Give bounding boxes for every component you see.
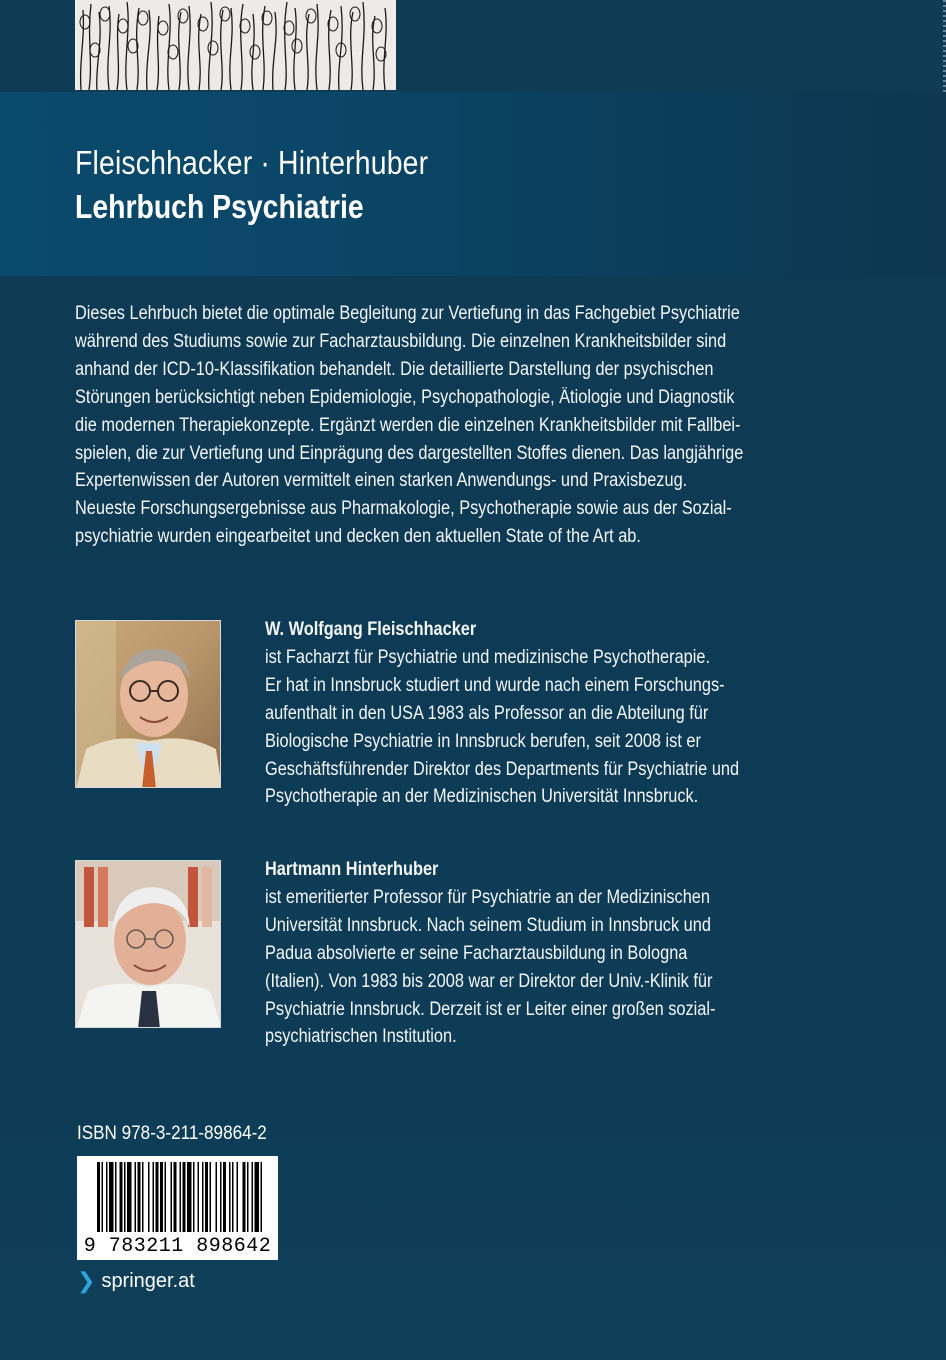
barcode-bar	[160, 1162, 163, 1232]
bio-line: Er hat in Innsbruck studiert und wurde nach einem Forschungs-	[265, 674, 725, 696]
author-bio-fleischhacker	[265, 616, 785, 811]
publisher-link[interactable]	[77, 1268, 195, 1294]
barcode-bar	[153, 1162, 155, 1232]
barcode-bars-icon	[77, 1160, 278, 1240]
barcode-bar	[120, 1162, 123, 1232]
barcode-bar	[187, 1162, 192, 1232]
barcode-bar	[138, 1162, 141, 1232]
barcode-bar	[198, 1162, 200, 1232]
portrait-icon	[76, 861, 221, 1028]
barcode-bar	[115, 1162, 117, 1232]
bio-line: Biologische Psychiatrie in Innsbruck berufen, seit 2008 ist er	[265, 730, 701, 752]
barcode-bar	[255, 1162, 260, 1232]
bio-line: psychiatrischen Institution.	[265, 1026, 457, 1048]
book-title: Lehrbuch Psychiatrie	[75, 188, 364, 225]
crowd-sketch-icon	[75, 0, 396, 90]
barcode-bar	[180, 1162, 182, 1232]
bio-line: aufenthalt in den USA 1983 als Professor an die Abteilung für	[265, 702, 709, 724]
bio-line: Universität Innsbruck. Nach seinem Studium in Innsbruck und	[265, 914, 711, 936]
blurb-line: spielen, die zur Vertiefung und Einprägung des dargestellten Stoffes dienen. Das langjährige	[75, 442, 744, 464]
blurb-line: Störungen berücksichtigt neben Epidemiologie, Psychopathologie, Ätiologie und Diagnostik	[75, 386, 735, 408]
blurb-line: Expertenwissen der Autoren vermittelt einen starken Anwendungs- und Praxisbezug.	[75, 470, 688, 492]
blurb-line: während des Studiums sowie zur Facharztausbildung. Die einzelnen Krankheitsbilder sind	[75, 330, 727, 352]
isbn-label: ISBN 978-3-211-89864-2	[77, 1123, 267, 1144]
barcode-bar	[232, 1162, 234, 1232]
blurb-line: anhand der ICD-10-Klassifikation behandelt. Die detaillierte Darstellung der psychischen	[75, 358, 714, 380]
blurb-line: psychiatrie wurden eingearbeitet und decken den aktuellen State of the Art ab.	[75, 526, 641, 548]
barcode-bar	[106, 1162, 108, 1232]
barcode-bar	[210, 1162, 212, 1232]
bio-line: Geschäftsführender Direktor des Departments für Psychiatrie und	[265, 758, 740, 780]
bio-line: Psychiatrie Innsbruck. Derzeit ist er Leiter einer großen sozial-	[265, 998, 716, 1020]
author-photo-fleischhacker	[75, 620, 221, 788]
author-name: Hartmann Hinterhuber	[265, 859, 439, 880]
crowd-illustration	[75, 0, 396, 90]
barcode-bar	[183, 1162, 186, 1232]
barcode-bar	[205, 1162, 208, 1232]
barcode-bar	[247, 1162, 249, 1232]
barcode-bar	[124, 1162, 126, 1232]
chevron-right-icon: ❯	[77, 1268, 96, 1293]
barcode-bar	[261, 1162, 263, 1232]
author-photo-hinterhuber	[75, 860, 221, 1028]
cover-authors: Fleischhacker · Hinterhuber	[75, 144, 429, 181]
publisher-url: springer.at	[101, 1269, 195, 1292]
barcode-bar	[220, 1162, 222, 1232]
barcode-bar	[97, 1162, 100, 1232]
author-name: W. Wolfgang Fleischhacker	[265, 619, 477, 640]
portrait-icon	[76, 621, 221, 788]
title-band	[0, 92, 946, 276]
bio-line: ist emeritierter Professor für Psychiatrie an der Medizinischen	[265, 886, 710, 908]
bio-line: Padua absolvierte er seine Facharztausbildung in Bologna	[265, 942, 688, 964]
barcode-bar	[148, 1162, 150, 1232]
author-bio-hinterhuber	[265, 856, 785, 1051]
barcode-bar	[165, 1162, 167, 1232]
bio-line: Psychotherapie an der Medizinischen Universität Innsbruck.	[265, 786, 699, 808]
barcode-bar	[127, 1162, 132, 1232]
barcode-bar	[202, 1162, 204, 1232]
barcode	[77, 1156, 278, 1260]
bio-line: (Italien). Von 1983 bis 2008 war er Direktor der Univ.-Klinik für	[265, 970, 713, 992]
barcode-bar	[229, 1162, 231, 1232]
barcode-bar	[193, 1162, 195, 1232]
barcode-bar	[252, 1162, 254, 1232]
barcode-bar	[135, 1162, 137, 1232]
barcode-bar	[102, 1162, 104, 1232]
blurb	[75, 300, 744, 551]
blurb-line: Neueste Forschungsergebnisse aus Pharmakologie, Psychotherapie sowie aus der Sozial-	[75, 498, 732, 520]
barcode-bar	[109, 1162, 114, 1232]
barcode-bar	[237, 1162, 239, 1232]
barcode-bar	[174, 1162, 177, 1232]
blurb-line: Dieses Lehrbuch bietet die optimale Begleitung zur Vertiefung in das Fachgebiet Psychiatrie	[75, 303, 740, 324]
bio-line: ist Facharzt für Psychiatrie und medizinische Psychotherapie.	[265, 646, 711, 668]
barcode-bar	[216, 1162, 218, 1232]
barcode-bar	[223, 1162, 226, 1232]
blurb-line: die modernen Therapiekonzepte. Ergänzt werden die einzelnen Krankheitsbilder mit Fallbei-	[75, 414, 741, 436]
barcode-bar	[243, 1162, 246, 1232]
barcode-digits: 9 783211 898642	[83, 1235, 272, 1258]
barcode-bar	[142, 1162, 144, 1232]
barcode-bar	[171, 1162, 173, 1232]
barcode-bar	[156, 1162, 159, 1232]
